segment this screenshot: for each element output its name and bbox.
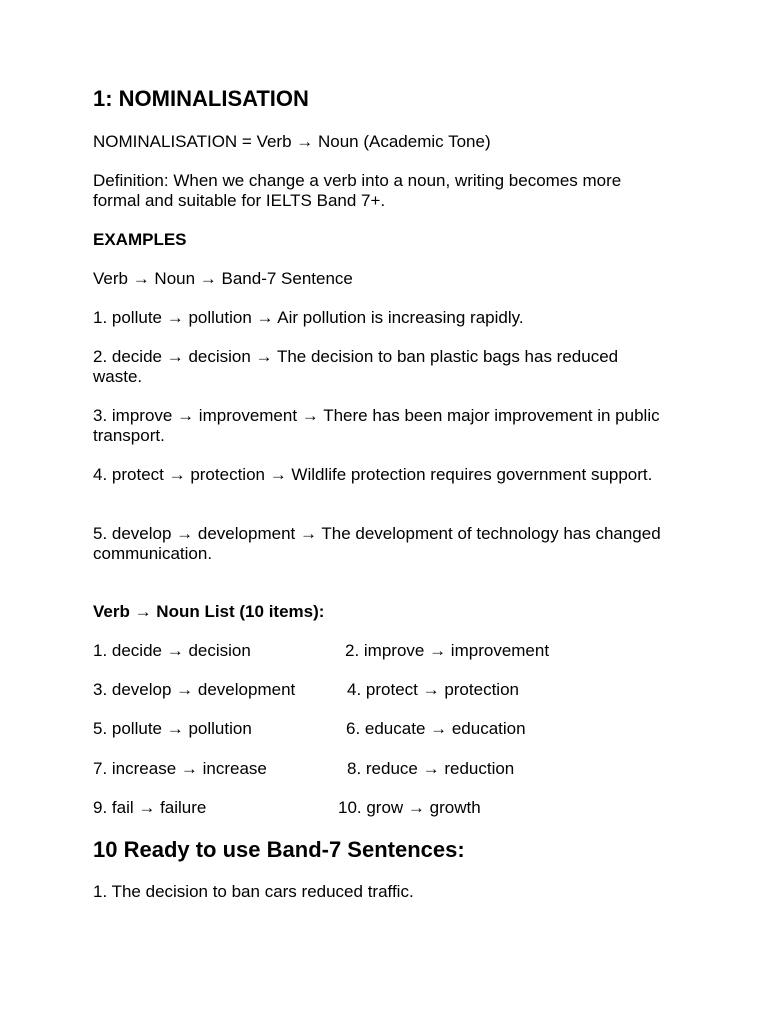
definition-paragraph: Definition: When we change a verb into a noun, writing becomes more formal and suitable for IELTS Band 7+. (93, 171, 622, 210)
sentences-heading: 10 Ready to use Band-7 Sentences: (93, 837, 465, 862)
list-item: 4. protect → protection (347, 680, 519, 699)
list-item: 10. grow → growth (338, 798, 481, 817)
example-item: 3. improve → improvement → There has been major improvement in public transport. (93, 406, 660, 445)
list-heading: Verb → Noun List (10 items): (93, 602, 325, 621)
formula-line: NOMINALISATION = Verb → Noun (Academic Tone) (93, 132, 491, 151)
list-item: 2. improve → improvement (345, 641, 550, 660)
list-item: 8. reduce → reduction (347, 759, 515, 778)
list-item: 5. pollute → pollution (93, 719, 252, 738)
list-item: 9. fail → failure (93, 798, 207, 817)
list-item: 7. increase → increase (93, 759, 267, 778)
example-item: 5. develop → development → The development of technology has changed communication. (93, 524, 661, 563)
examples-heading: EXAMPLES (93, 230, 187, 249)
list-item: 1. decide → decision (93, 641, 251, 660)
example-item: 4. protect → protection → Wildlife protection requires government support. (93, 465, 653, 484)
list-item: 3. develop → development (93, 680, 296, 699)
page-title: 1: NOMINALISATION (93, 86, 309, 111)
example-item: 1. pollute → pollution → Air pollution is increasing rapidly. (93, 308, 524, 327)
list-item: 6. educate → education (346, 719, 526, 738)
example-item: 2. decide → decision → The decision to ban plastic bags has reduced waste. (93, 347, 619, 386)
examples-column-header: Verb → Noun → Band-7 Sentence (93, 269, 353, 288)
sentence-item: 1. The decision to ban cars reduced traffic. (93, 882, 414, 901)
